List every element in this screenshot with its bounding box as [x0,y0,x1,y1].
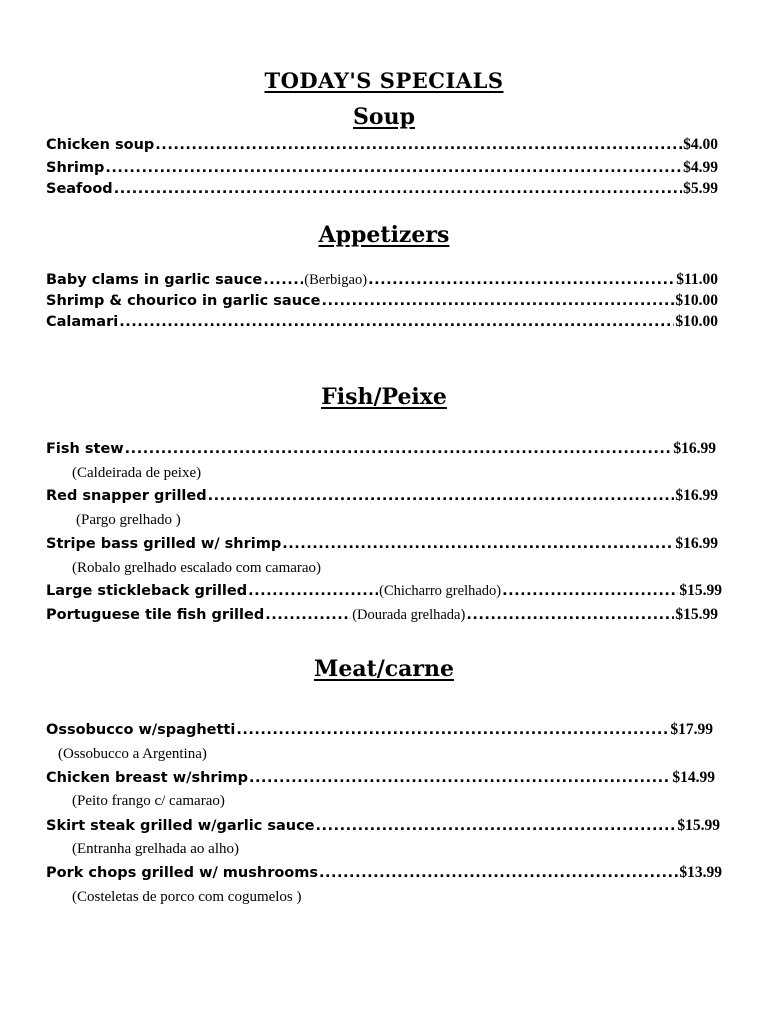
item-name: Pork chops grilled w/ mushrooms [46,865,319,881]
item-price: $16.99 [675,535,718,552]
item-name: Stripe bass grilled w/ shrimp [46,536,282,552]
menu-item-skirt-steak [46,817,720,837]
item-note: (Berbigao) [304,272,368,288]
dot-leader [321,293,674,309]
dot-leader [502,583,678,599]
section-heading-appetizers: Appetizers [318,222,450,248]
dot-leader [105,160,682,176]
item-name: Large stickleback grilled [46,583,248,599]
dot-leader [319,865,678,881]
menu-item-large-stickleback [46,582,722,602]
dot-leader [249,770,671,786]
dot-leader [125,441,673,457]
menu-item-red-snapper [46,487,718,507]
menu-item-baby-clams [46,271,718,291]
menu-item-chicken-soup [46,136,718,156]
item-price: $11.00 [676,271,718,288]
menu-item-fish-stew [46,440,716,460]
item-note: (Dourada grelhada) [352,607,466,623]
item-price: $15.99 [679,582,722,599]
dot-leader [368,272,675,288]
item-name: Chicken soup [46,137,155,153]
item-translation: (Caldeirada de peixe) [72,465,202,481]
dot-leader [119,314,674,330]
section-heading-fish: Fish/Peixe [321,384,447,410]
section-heading-soup: Soup [353,104,415,130]
item-price: $5.99 [683,180,718,197]
item-translation: (Ossobucco a Argentina) [58,746,207,762]
menu-item-seafood-soup [46,180,718,200]
page-title: TODAY'S SPECIALS [264,68,504,93]
menu-item-chicken-breast [46,769,715,789]
item-name: Portuguese tile fish grilled [46,607,265,623]
item-name: Calamari [46,314,119,330]
dot-leader [208,488,675,504]
menu-item-ossobucco [46,721,713,741]
item-price: $15.99 [677,817,720,834]
item-translation: (Entranha grelhada ao alho) [72,841,239,857]
dot-leader [282,536,674,552]
item-name: Red snapper grilled [46,488,207,504]
menu-item-stripe-bass [46,535,718,555]
item-price: $14.99 [672,769,715,786]
item-name: Baby clams in garlic sauce [46,272,263,288]
item-translation: (Peito frango c/ camarao) [72,793,225,809]
item-name: Chicken breast w/shrimp [46,770,249,786]
dot-leader [236,722,669,738]
item-name: Shrimp & chourico in garlic sauce [46,293,321,309]
dot-leader [265,607,351,623]
menu-item-calamari [46,313,718,333]
item-name: Fish stew [46,441,124,457]
dot-leader [155,137,682,153]
item-price: $13.99 [679,864,722,881]
item-price: $10.00 [675,292,718,309]
menu-item-tile-fish [46,606,718,626]
item-price: $15.99 [675,606,718,623]
item-translation: (Robalo grelhado escalado com camarao) [72,560,322,576]
item-note: (Chicharro grelhado) [379,583,502,599]
dot-leader [263,272,303,288]
item-translation: (Pargo grelhado ) [76,512,181,528]
dot-leader [114,181,682,197]
section-heading-meat: Meat/carne [313,656,455,682]
dot-leader [248,583,378,599]
item-name: Seafood [46,181,113,197]
item-price: $4.99 [683,159,718,176]
item-name: Ossobucco w/spaghetti [46,722,236,738]
item-price: $16.99 [673,440,716,457]
item-price: $10.00 [675,313,718,330]
dot-leader [316,818,677,834]
item-price: $4.00 [683,136,718,153]
item-price: $16.99 [675,487,718,504]
menu-item-shrimp-chourico [46,292,718,312]
dot-leader [466,607,674,623]
menu-item-shrimp-soup [46,159,718,179]
item-name: Shrimp [46,160,105,176]
item-price: $17.99 [670,721,713,738]
item-translation: (Costeletas de porco com cogumelos ) [72,889,302,905]
menu-item-pork-chops [46,864,722,884]
item-name: Skirt steak grilled w/garlic sauce [46,818,315,834]
